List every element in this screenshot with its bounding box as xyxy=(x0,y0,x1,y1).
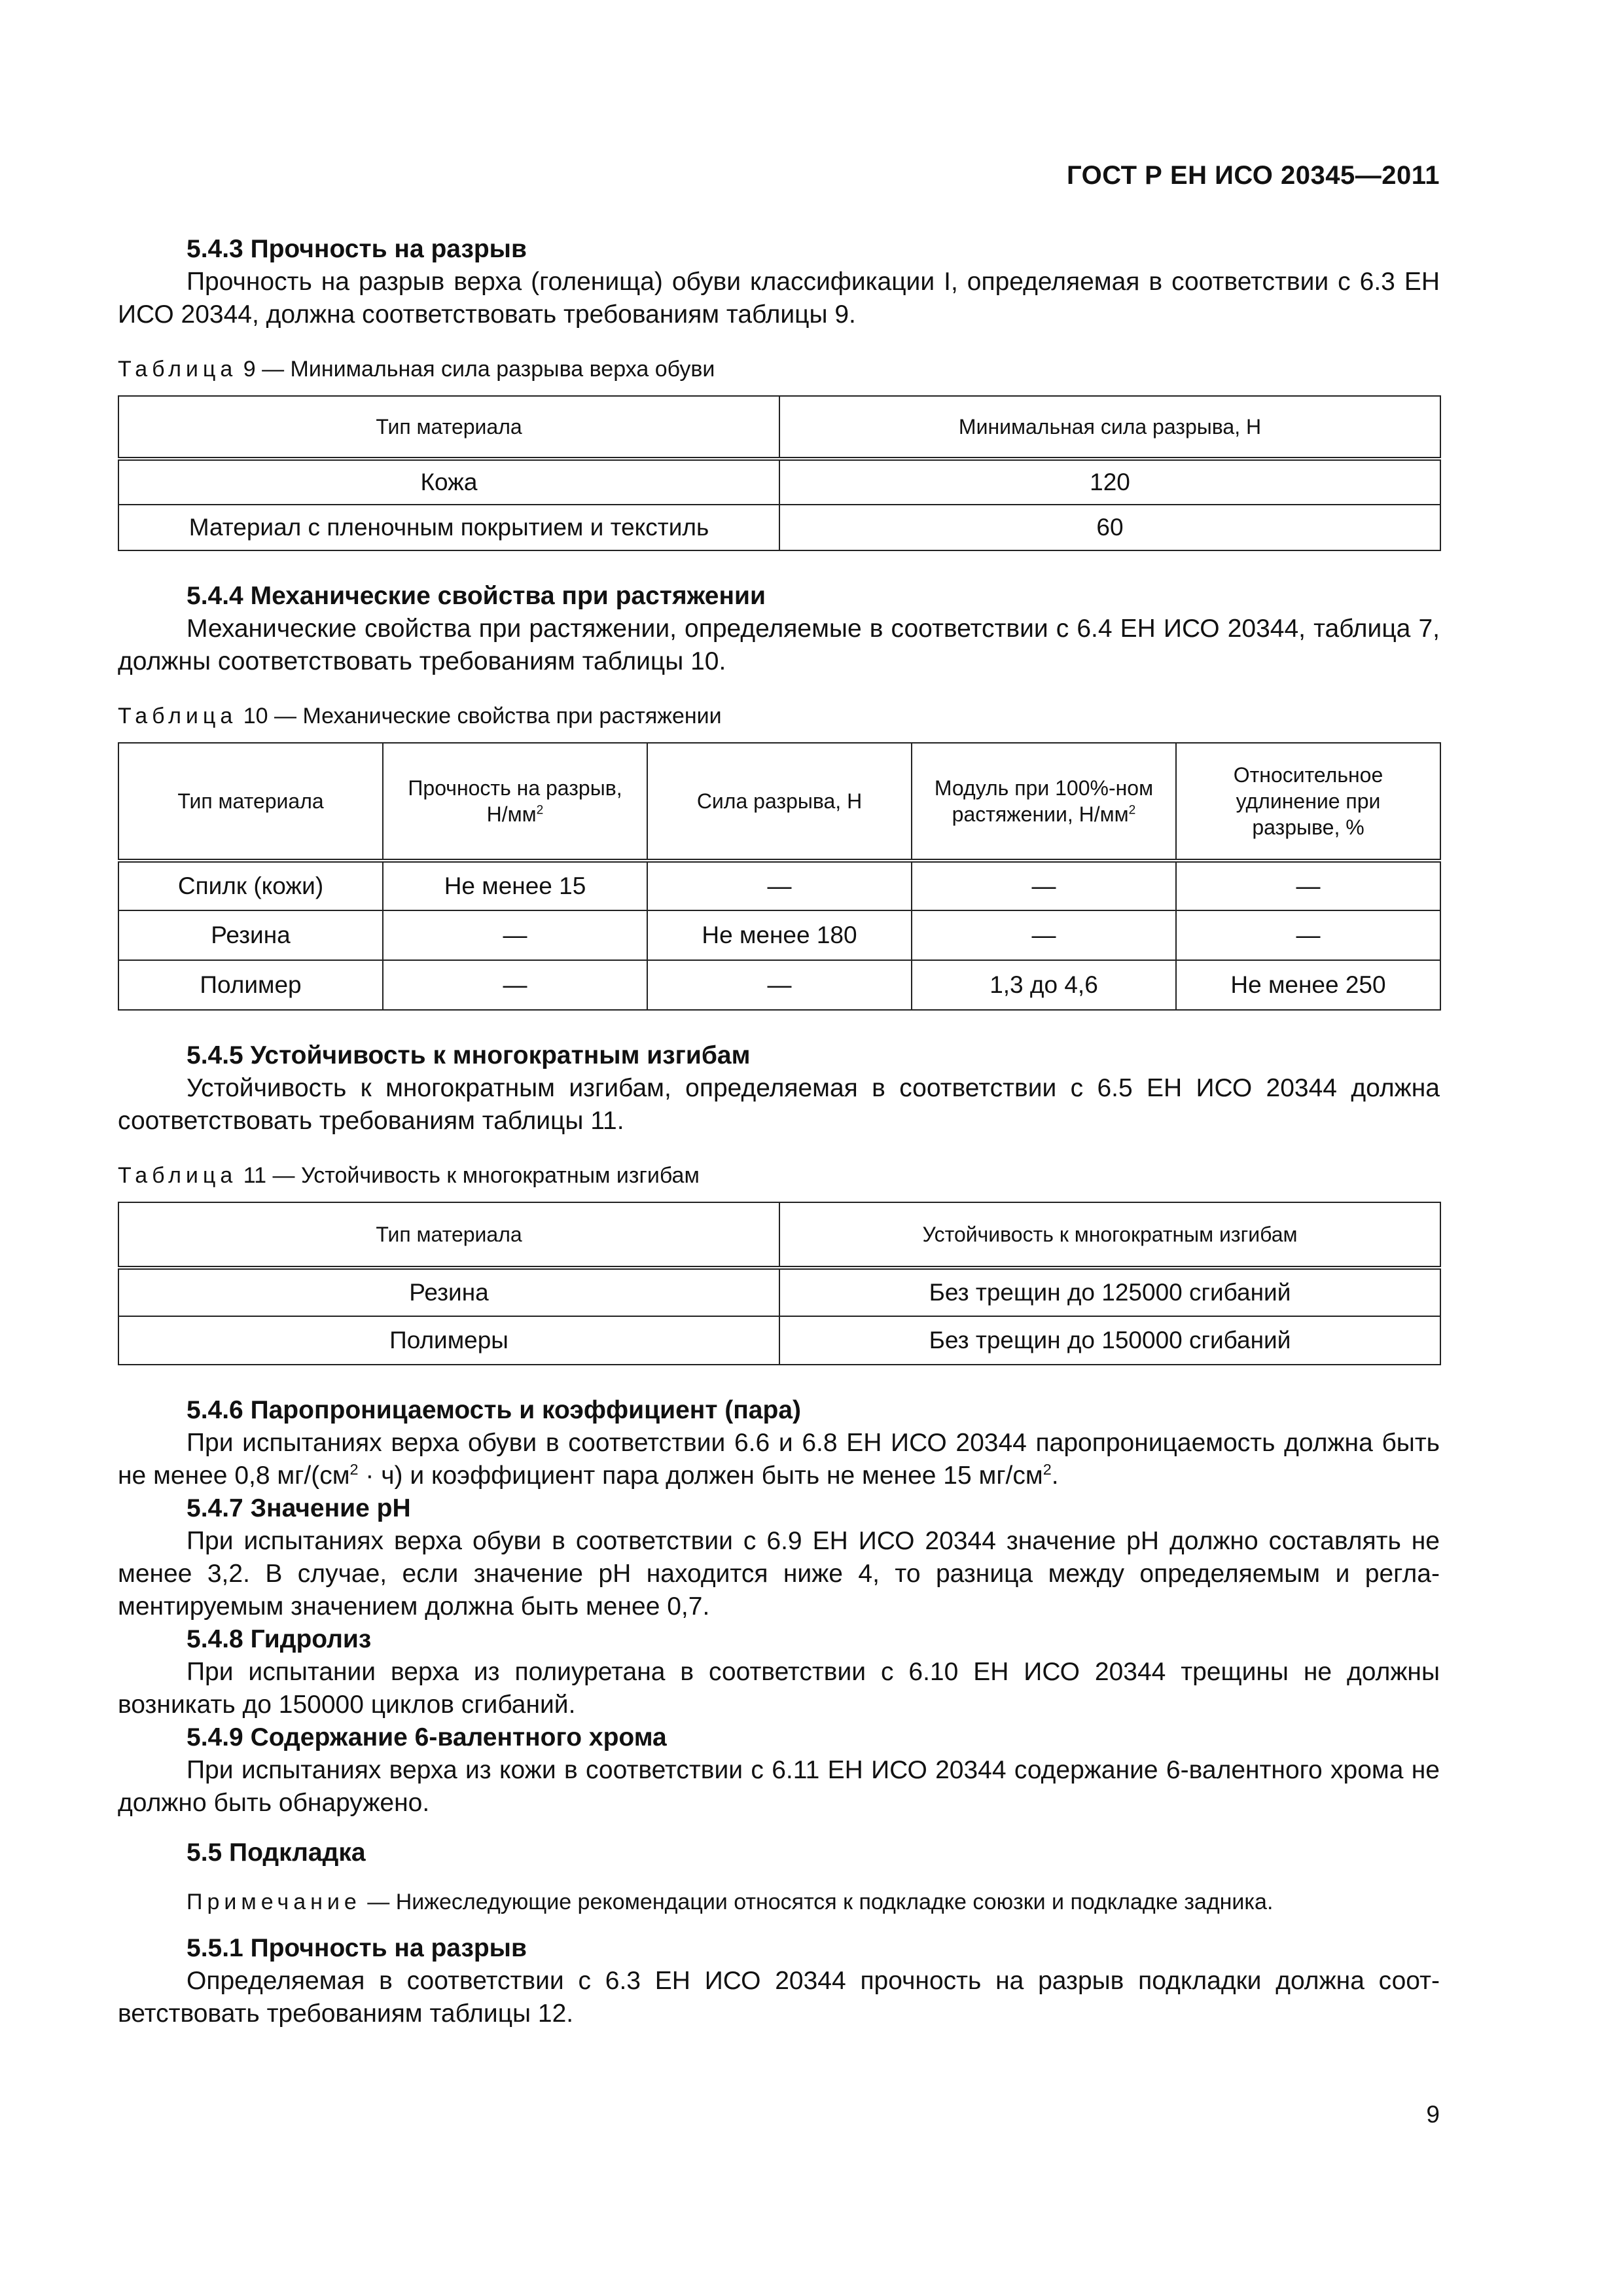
table-cell: Полимеры xyxy=(118,1316,779,1365)
table-11-caption-word: Таблица xyxy=(118,1163,238,1188)
table-cell: — xyxy=(383,960,647,1010)
table-cell: Не менее 15 xyxy=(383,861,647,910)
section-5-5-note xyxy=(118,1886,1440,1918)
table-11 xyxy=(118,1202,1441,1365)
section-5-4-7-text: При испытаниях верха обуви в соответствии с 6.9 ЕН ИСО 20344 значение pH должно составлять не менее 3,2. В случае, если значение pH находится ниже 4, то разница между определяемым и регламентируемым значением должна быть менее 0,7. xyxy=(118,1527,1440,1621)
superscript: 2 xyxy=(536,803,544,817)
table-cell: — xyxy=(912,861,1176,910)
table-cell: 60 xyxy=(779,505,1440,550)
table-cell: — xyxy=(912,910,1176,960)
table-9-caption xyxy=(118,355,1440,384)
table-11-col-resistance: Устойчивость к многократным изгибам xyxy=(779,1202,1440,1268)
section-5-5-1-text: Определяемая в соответствии с 6.3 ЕН ИСО 20344 прочность на разрыв подкладки должна соответствовать требованиям таблицы 12. xyxy=(118,1967,1440,2028)
section-5-4-8-heading: 5.4.8 Гидролиз xyxy=(187,1625,372,1653)
table-9-col-material: Тип материала xyxy=(118,396,779,459)
table-row xyxy=(118,910,1440,960)
content-flow xyxy=(118,233,1440,2030)
table-11-header-row xyxy=(118,1202,1440,1268)
table-row xyxy=(118,861,1440,910)
table-10-col-elongation xyxy=(1176,743,1440,861)
section-5-4-6-text-a: При испытаниях верха обуви в соответствии 6.6 и 6.8 ЕН ИСО 20344 паропроницаемость должна быть не менее 0,8 мг/(см xyxy=(118,1429,1440,1490)
table-10-col-modulus xyxy=(912,743,1176,861)
section-5-4-5-text: Устойчивость к многократным изгибам, определяемая в соответствии с 6.5 ЕН ИСО 20344 должна соответствовать требованиям таблицы 11. xyxy=(118,1074,1440,1135)
section-5-4-6-text-b: · ч) и коэффициент пара должен быть не менее 15 мг/см xyxy=(358,1462,1043,1490)
section-5-4-8-text: При испытании верха из полиуретана в соответствии с 6.10 ЕН ИСО 20344 трещины не должны возникать до 150000 циклов сгибаний. xyxy=(118,1658,1440,1719)
table-9-caption-word: Таблица xyxy=(118,357,238,382)
document-page xyxy=(118,0,1440,2296)
document-id-header: ГОСТ Р ЕН ИСО 20345—2011 xyxy=(1066,161,1440,190)
section-5-4-6-heading: 5.4.6 Паропроницаемость и коэффициент (пара) xyxy=(187,1396,801,1424)
section-5-5-1-heading: 5.5.1 Прочность на разрыв xyxy=(187,1934,527,1962)
table-10-col-force: Сила разрыва, Н xyxy=(647,743,912,861)
section-5-4-3-text: Прочность на разрыв верха (голенища) обуви классификации I, определяемая в соответствии с 6.3 ЕН ИСО 20344, должна соответствовать требованиям таблицы 9. xyxy=(118,268,1440,329)
table-cell: — xyxy=(1176,861,1440,910)
section-5-4-4-heading: 5.4.4 Механические свойства при растяжении xyxy=(187,582,766,610)
section-5-4-9-text: При испытаниях верха из кожи в соответствии с 6.11 ЕН ИСО 20344 содержание 6-валентного хрома не должно быть обнаружено. xyxy=(118,1756,1440,1817)
table-11-col-material: Тип материала xyxy=(118,1202,779,1268)
table-cell: — xyxy=(383,910,647,960)
table-9-header-row xyxy=(118,396,1440,459)
section-5-4-4-text: Механические свойства при растяжении, определяемые в соответствии с 6.4 ЕН ИСО 20344, таблица 7, должны соответствовать требованиям таблицы 10. xyxy=(118,615,1440,675)
table-10 xyxy=(118,742,1441,1011)
table-10-col-strength xyxy=(383,743,647,861)
section-5-4-5-heading: 5.4.5 Устойчивость к многократным изгибам xyxy=(187,1041,751,1069)
table-10-caption-word: Таблица xyxy=(118,704,238,728)
table-cell: 120 xyxy=(779,459,1440,505)
table-cell: Резина xyxy=(118,1268,779,1316)
section-5-4-7-heading: 5.4.7 Значение pH xyxy=(187,1494,411,1522)
table-row xyxy=(118,1316,1440,1365)
table-9 xyxy=(118,395,1441,551)
section-5-5-heading: 5.5 Подкладка xyxy=(187,1839,366,1867)
section-5-4-3-heading: 5.4.3 Прочность на разрыв xyxy=(187,235,527,263)
section-5-4-6-text xyxy=(118,1427,1440,1492)
section-5-4-6-text-c: . xyxy=(1051,1462,1059,1490)
table-cell: — xyxy=(1176,910,1440,960)
table-cell: Без трещин до 150000 сгибаний xyxy=(779,1316,1440,1365)
table-cell: Без трещин до 125000 сгибаний xyxy=(779,1268,1440,1316)
table-10-col-material: Тип материала xyxy=(118,743,383,861)
table-cell: Не менее 180 xyxy=(647,910,912,960)
table-cell: Полимер xyxy=(118,960,383,1010)
table-row xyxy=(118,1268,1440,1316)
table-cell: Материал с пленочным покрытием и текстиль xyxy=(118,505,779,550)
table-10-caption-text: 10 — Механические свойства при растяжении xyxy=(237,704,722,728)
table-11-caption xyxy=(118,1161,1440,1190)
table-10-col-elongation-line2: удлинение при xyxy=(1236,789,1381,813)
table-10-col-elongation-line3: разрыве, % xyxy=(1252,816,1364,839)
table-cell: 1,3 до 4,6 xyxy=(912,960,1176,1010)
note-label: Примечание xyxy=(187,1890,361,1914)
superscript: 2 xyxy=(1128,803,1136,817)
table-cell: Резина xyxy=(118,910,383,960)
page-number: 9 xyxy=(1426,2101,1440,2128)
table-cell: — xyxy=(647,861,912,910)
table-cell: Не менее 250 xyxy=(1176,960,1440,1010)
table-10-col-modulus-line1: Модуль при 100%-ном xyxy=(934,776,1154,800)
section-5-4-9-heading: 5.4.9 Содержание 6-валентного хрома xyxy=(187,1723,667,1751)
table-row xyxy=(118,459,1440,505)
table-9-col-min-force: Минимальная сила разрыва, Н xyxy=(779,396,1440,459)
table-cell: Спилк (кожи) xyxy=(118,861,383,910)
table-10-col-elongation-line1: Относительное xyxy=(1233,763,1383,787)
table-10-col-modulus-line2: растяжении, Н/мм xyxy=(952,802,1129,826)
table-10-caption xyxy=(118,702,1440,730)
superscript: 2 xyxy=(1043,1461,1052,1478)
table-10-col-strength-line1: Прочность на разрыв, xyxy=(408,776,622,800)
table-row xyxy=(118,505,1440,550)
table-row xyxy=(118,960,1440,1010)
table-cell: Кожа xyxy=(118,459,779,505)
table-9-caption-text: 9 — Минимальная сила разрыва верха обуви xyxy=(237,357,715,382)
table-10-col-strength-unit: Н/мм xyxy=(486,802,537,826)
note-text: — Нижеследующие рекомендации относятся к подкладке союзки и подкладке задника. xyxy=(361,1890,1274,1914)
superscript: 2 xyxy=(349,1461,359,1478)
table-10-header-row xyxy=(118,743,1440,861)
table-cell: — xyxy=(647,960,912,1010)
table-11-caption-text: 11 — Устойчивость к многократным изгибам xyxy=(237,1163,700,1188)
